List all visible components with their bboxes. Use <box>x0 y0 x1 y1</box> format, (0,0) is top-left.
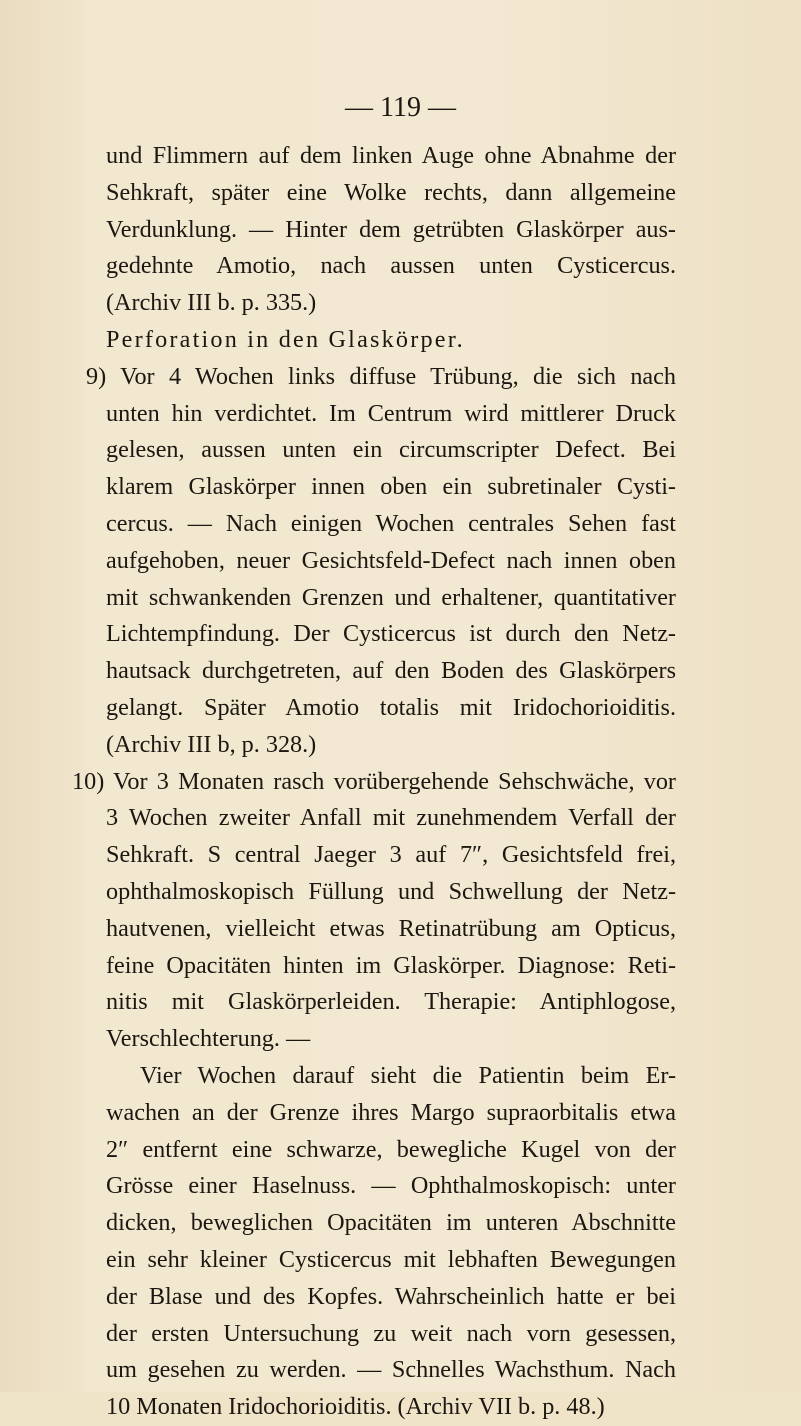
text-line-5: (Archiv III b. p. 335.) <box>106 289 317 317</box>
case-10-line-18: 10 Monaten Iridochorioiditis. (Archiv VII b. p. 48.) <box>106 1393 605 1421</box>
case-9-line-4: klarem Glaskörper innen oben ein subretinaler Cysti- <box>106 473 676 501</box>
page-body-text <box>72 138 676 1426</box>
case-9-line-3: gelesen, aussen unten ein circumscripter Defect. Bei <box>106 436 676 464</box>
case-10-line-13: dicken, beweglichen Opacitäten im unteren Abschnitte <box>106 1209 676 1237</box>
case-9-line-1: 9) Vor 4 Wochen links diffuse Trübung, die sich nach <box>86 362 676 390</box>
case-10-line-14: ein sehr kleiner Cysticercus mit lebhaften Bewegungen <box>106 1245 676 1273</box>
case-10-line-12: Grösse einer Haselnuss. — Ophthalmoskopisch: unter <box>106 1172 676 1200</box>
case-9-line-6: aufgehoben, neuer Gesichtsfeld-Defect nach innen oben <box>106 546 676 574</box>
case-10-line-4: ophthalmoskopisch Füllung und Schwellung der Netz- <box>106 877 676 905</box>
case-10-line-17: um gesehen zu werden. — Schnelles Wachsthum. Nach <box>106 1356 676 1384</box>
case-9-line-8: Lichtempfindung. Der Cysticercus ist durch den Netz- <box>106 620 676 648</box>
text-line-3: Verdunklung. — Hinter dem getrübten Glaskörper aus- <box>106 215 676 243</box>
case-9-line-11: (Archiv III b, p. 328.) <box>106 730 317 758</box>
text-line-2: Sehkraft, später eine Wolke rechts, dann allgemeine <box>106 178 676 206</box>
page-number: — 119 — <box>345 92 456 123</box>
case-10-line-15: der Blase und des Kopfes. Wahrscheinlich hatte er bei <box>106 1282 676 1310</box>
case-9-line-9: hautsack durchgetreten, auf den Boden des Glaskörpers <box>106 657 676 685</box>
case-10-line-2: 3 Wochen zweiter Anfall mit zunehmendem Verfall der <box>106 804 676 832</box>
case-9-line-10: gelangt. Später Amotio totalis mit Iridochorioiditis. <box>106 693 676 721</box>
text-line-1: und Flimmern auf dem linken Auge ohne Abnahme der <box>106 142 676 169</box>
case-10-line-9: Vier Wochen darauf sieht die Patientin beim Er- <box>140 1061 676 1089</box>
case-10-line-6: feine Opacitäten hinten im Glaskörper. Diagnose: Reti- <box>106 951 676 979</box>
case-10-line-10: wachen an der Grenze ihres Margo supraorbitalis etwa <box>106 1098 676 1126</box>
section-heading-perforation: Perforation in den Glaskörper. <box>106 325 465 353</box>
case-10-line-5: hautvenen, vielleicht etwas Retinatrübung am Opticus, <box>106 914 676 942</box>
case-10-line-8: Verschlechterung. — <box>106 1025 311 1053</box>
case-10-line-16: der ersten Untersuchung zu weit nach vorn gesessen, <box>106 1319 676 1347</box>
case-10-line-11: 2″ entfernt eine schwarze, bewegliche Kugel von der <box>106 1135 676 1163</box>
case-9-line-5: cercus. — Nach einigen Wochen centrales Sehen fast <box>106 509 676 537</box>
text-line-4: gedehnte Amotio, nach aussen unten Cysticercus. <box>106 252 676 280</box>
case-10-line-1: 10) Vor 3 Monaten rasch vorübergehende Sehschwäche, vor <box>72 767 676 795</box>
case-10-line-7: nitis mit Glaskörperleiden. Therapie: Antiphlogose, <box>106 988 676 1016</box>
case-9-line-7: mit schwankenden Grenzen und erhaltener, quantitativer <box>106 583 676 611</box>
case-9-line-2: unten hin verdichtet. Im Centrum wird mittlerer Druck <box>106 399 676 427</box>
case-10-line-3: Sehkraft. S central Jaeger 3 auf 7″, Gesichtsfeld frei, <box>106 841 676 869</box>
